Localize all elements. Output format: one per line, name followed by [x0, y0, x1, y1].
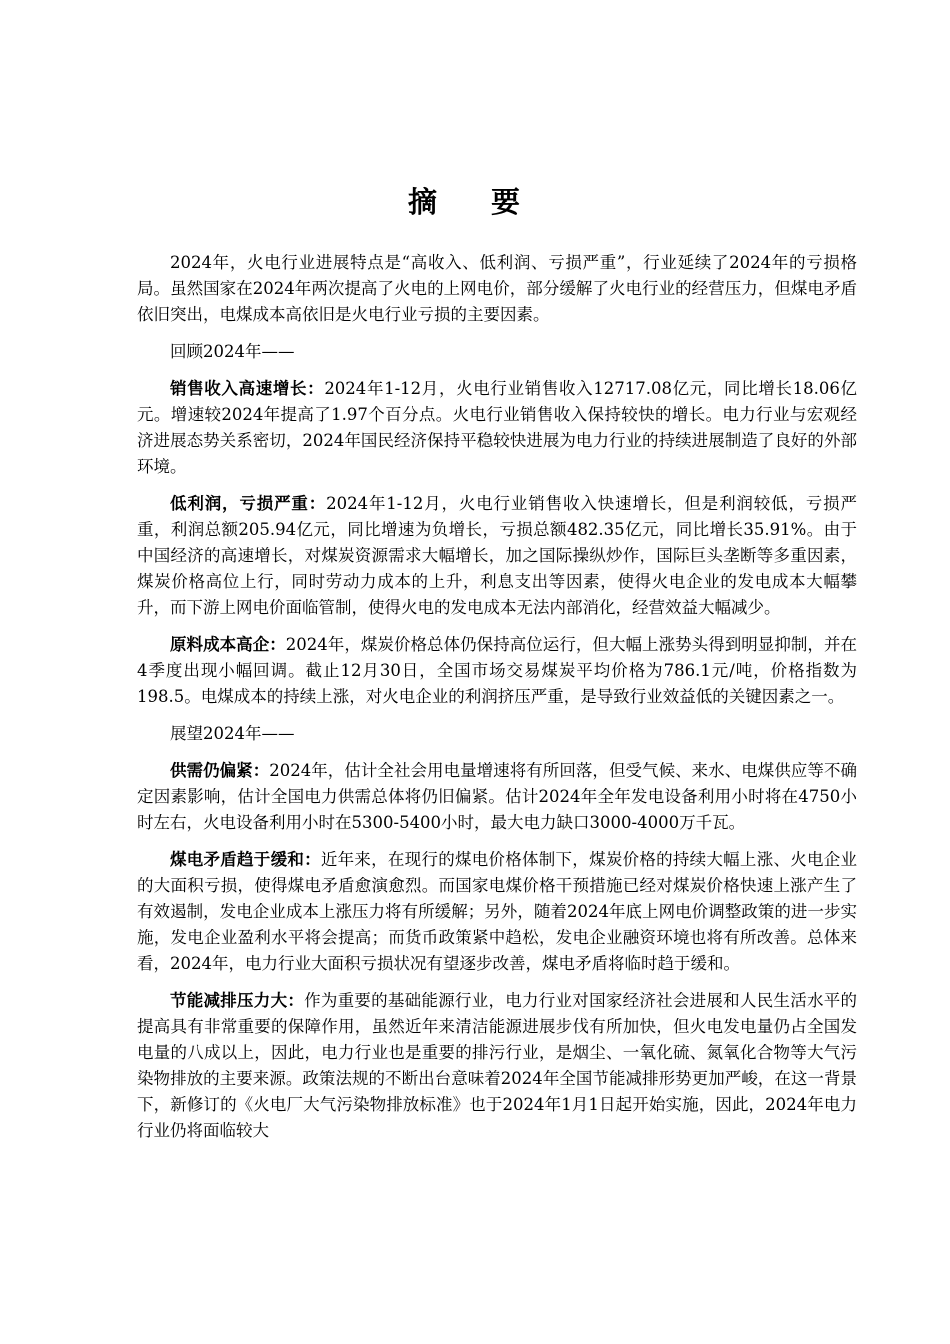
paragraph-lead: 供需仍偏紧：	[170, 761, 270, 780]
paragraph-lead: 节能减排压力大：	[170, 991, 305, 1010]
paragraph-lead: 低利润，亏损严重：	[170, 494, 327, 513]
paragraph-low-profit: 低利润，亏损严重：2024年1-12月，火电行业销售收入快速增长，但是利润较低，亏损严重，利润总额205.94亿元，同比增速为负增长，亏损总额482.35亿元，同比增长35.91%。由于中国经济的高速增长，对煤炭资源需求大幅增长，加之国际操纵炒作，国际巨头垄断等多重因素，煤炭价格高位上行，同时劳动力成本的上升，利息支出等因素，使得火电企业的发电成本大幅攀升，而下游上网电价面临管制，使得火电的发电成本无法内部消化，经营效益大幅减少。	[137, 494, 857, 617]
document-body	[137, 250, 857, 1155]
paragraph-lead: 煤电矛盾趋于缓和：	[170, 850, 321, 869]
page-title: 摘 要	[407, 185, 543, 219]
paragraph-lead: 原料成本高企：	[170, 635, 286, 654]
paragraph-coal-power: 煤电矛盾趋于缓和：近年来，在现行的煤电价格体制下，煤炭价格的持续大幅上涨、火电企业的大面积亏损，使得煤电矛盾愈演愈烈。而国家电煤价格干预措施已经对煤炭价格快速上涨产生了有效遏制，发电企业成本上涨压力将有所缓解；另外，随着2024年底上网电价调整政策的进一步实施，发电企业盈利水平将会提高；而货币政策紧中趋松，发电企业融资环境也将有所改善。总体来看，2024年，电力行业大面积亏损状况有望逐步改善，煤电矛盾将临时趋于缓和。	[137, 850, 858, 973]
paragraph-outlook-heading: 展望2024年——	[170, 724, 295, 743]
paragraph-lead: 销售收入高速增长：	[170, 379, 325, 398]
paragraph-review-heading: 回顾2024年——	[170, 342, 295, 361]
paragraph-intro: 2024年，火电行业进展特点是“高收入、低利润、亏损严重”，行业延续了2024年的亏损格局。虽然国家在2024年两次提高了火电的上网电价，部分缓解了火电行业的经营压力，但煤电矛盾依旧突出，电煤成本高依旧是火电行业亏损的主要因素。	[137, 253, 857, 324]
paragraph-sales-revenue: 销售收入高速增长：2024年1-12月，火电行业销售收入12717.08亿元，同比增长18.06亿元。增速较2024年提高了1.97个百分点。火电行业销售收入保持较快的增长。电力行业与宏观经济进展态势关系密切，2024年国民经济保持平稳较快进展为电力行业的持续进展制造了良好的外部环境。	[137, 379, 858, 476]
paragraph-emission: 节能减排压力大：作为重要的基础能源行业，电力行业对国家经济社会进展和人民生活水平的提高具有非常重要的保障作用，虽然近年来清洁能源进展步伐有所加快，但火电发电量仍占全国发电量的八成以上，因此，电力行业也是重要的排污行业，是烟尘、一氧化硫、氮氧化合物等大气污染物排放的主要来源。政策法规的不断出台意味着2024年全国节能减排形势更加严峻，在这一背景下，新修订的《火电厂大气污染物排放标准》也于2024年1月1日起开始实施，因此，2024年电力行业仍将面临较大	[137, 991, 858, 1140]
paragraph-supply-demand: 供需仍偏紧：2024年，估计全社会用电量增速将有所回落，但受气候、来水、电煤供应等不确定因素影响，估计全国电力供需总体将仍旧偏紧。估计2024年全年发电设备利用小时将在4750小时左右，火电设备利用小时在5300-5400小时，最大电力缺口3000-4000万千瓦。	[137, 761, 857, 832]
paragraph-material-cost: 原料成本高企：2024年，煤炭价格总体仍保持高位运行，但大幅上涨势头得到明显抑制，并在4季度出现小幅回调。截止12月30日，全国市场交易煤炭平均价格为786.1元/吨，价格指数为198.5。电煤成本的持续上涨，对火电企业的利润挤压严重，是导致行业效益低的关键因素之一。	[137, 635, 858, 706]
